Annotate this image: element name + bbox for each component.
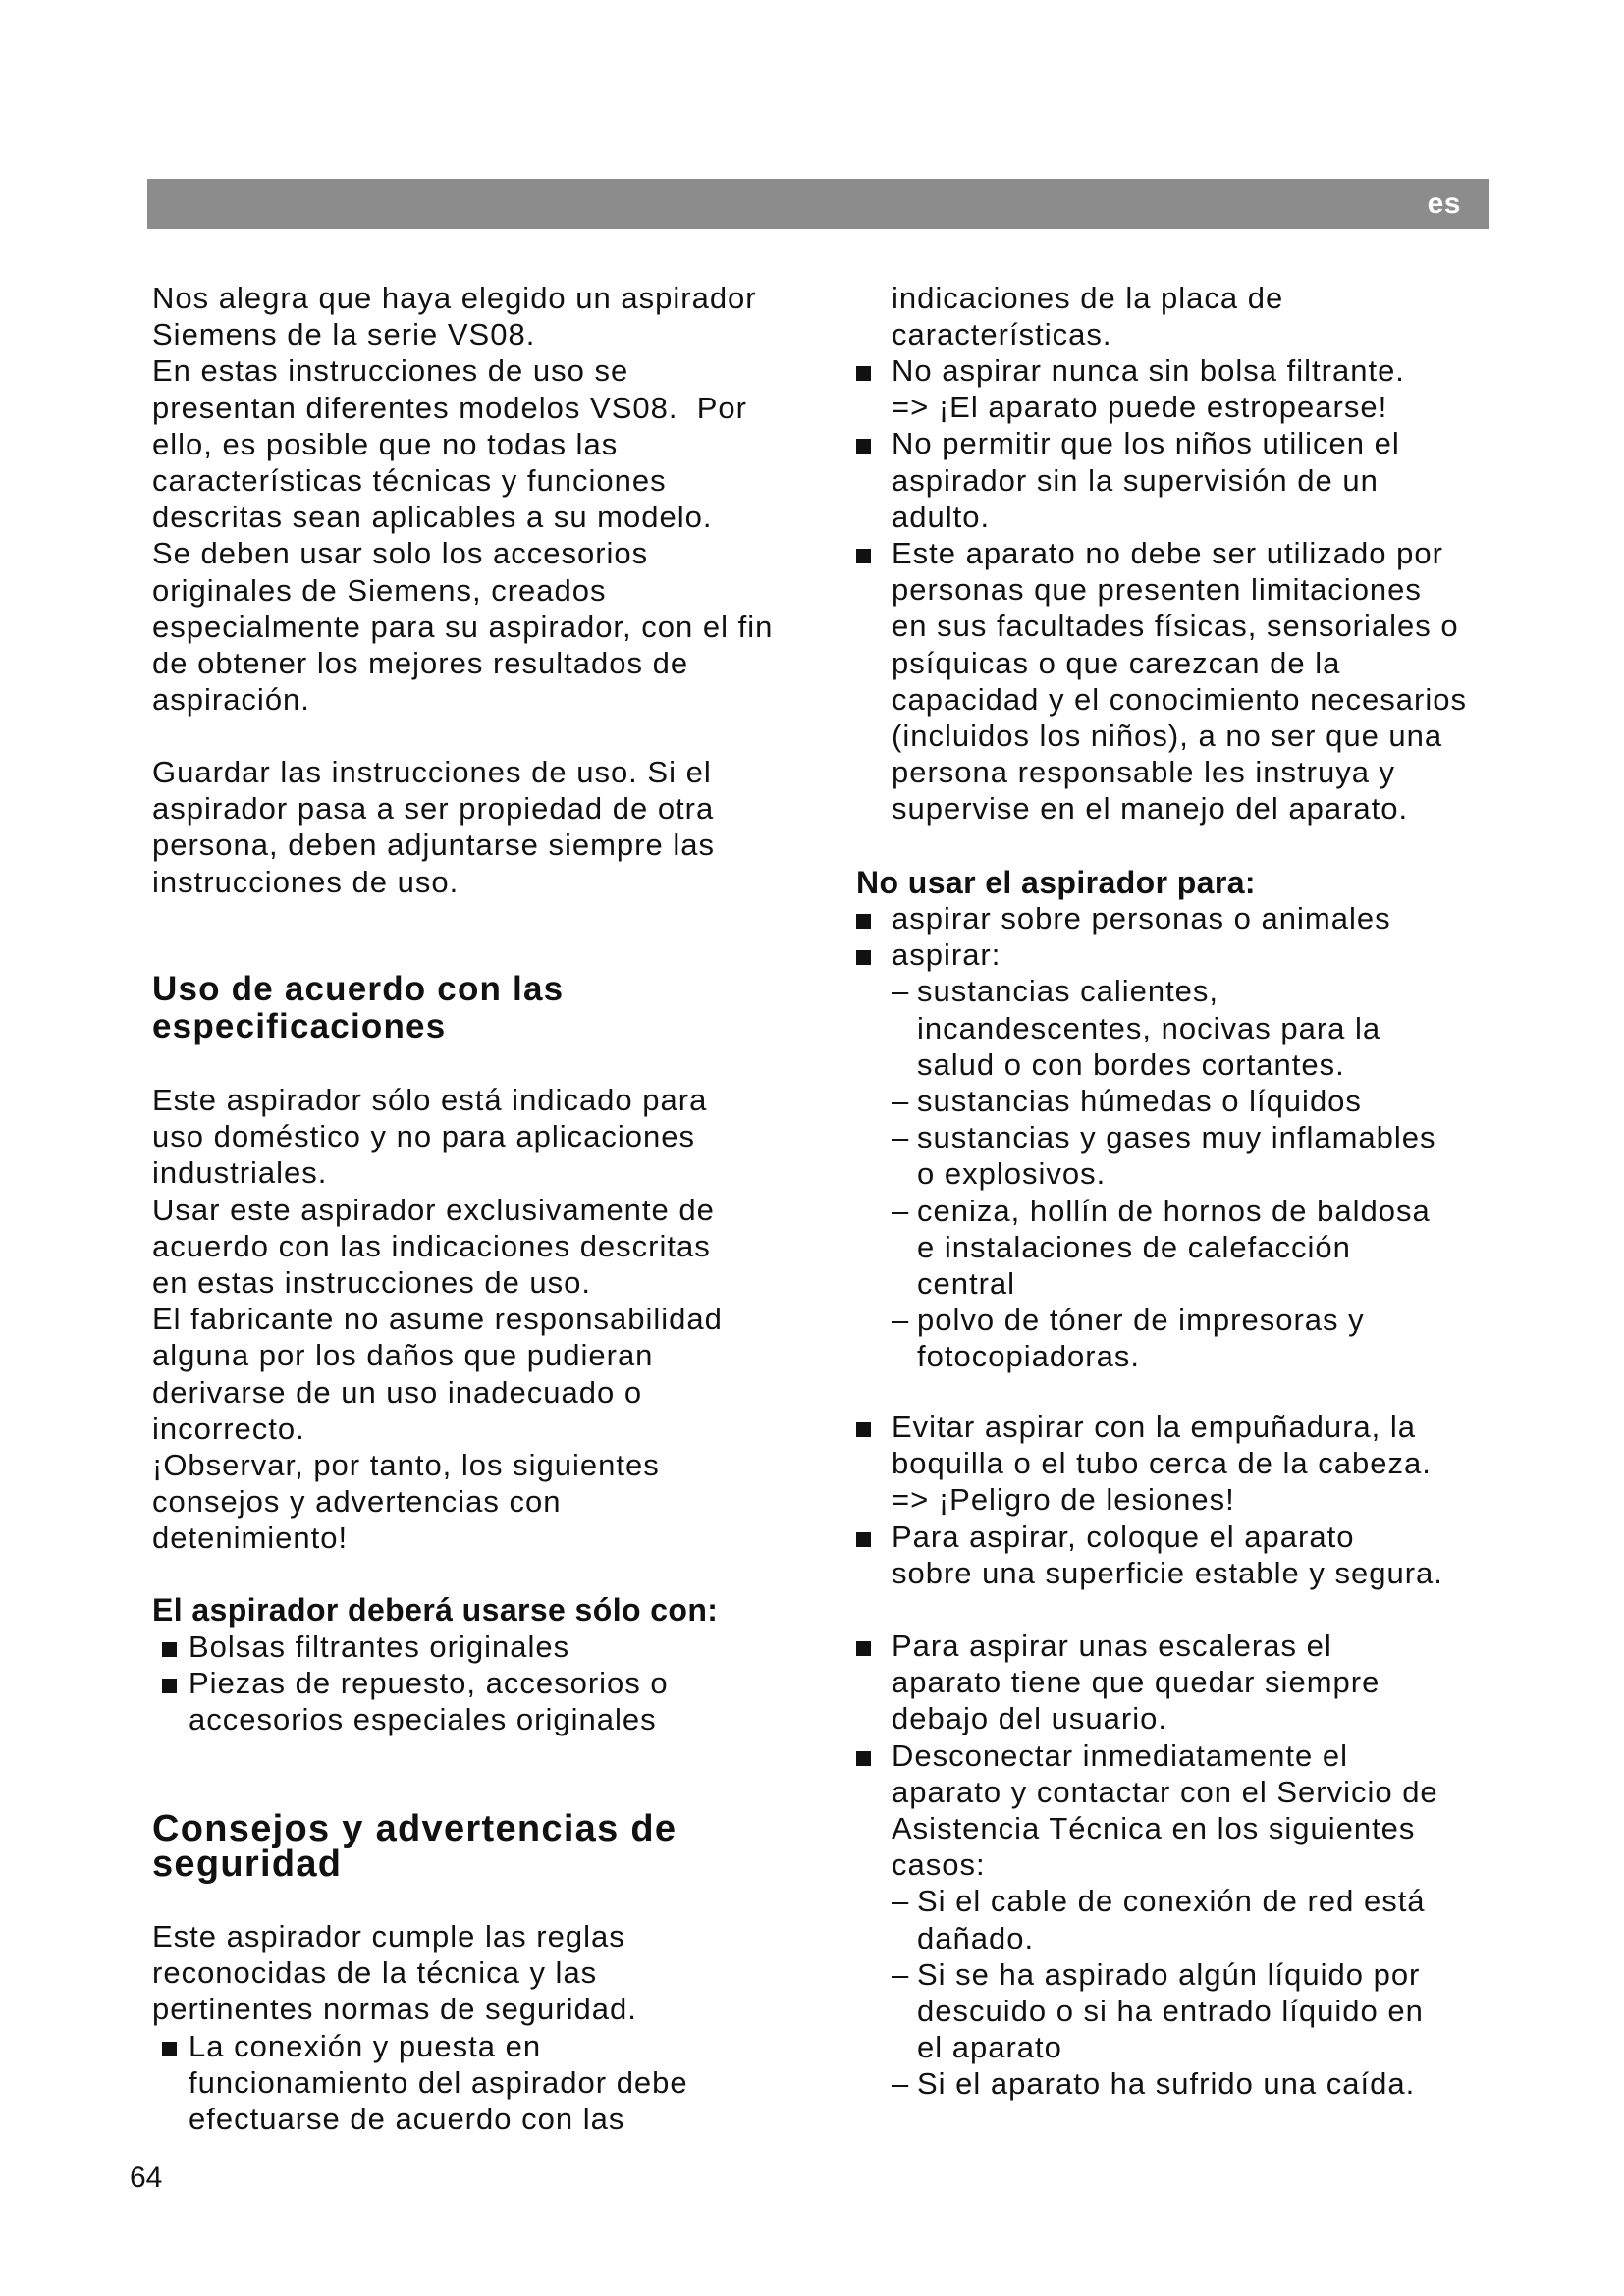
dash-list-item-text: – sustancias calientes, incandescentes, nocivas para la salud o con bordes cortantes. bbox=[917, 974, 1381, 1082]
bullet-square-icon bbox=[856, 439, 871, 454]
dash-list-item bbox=[892, 1193, 1436, 1303]
list-item-text: Este aparato no debe ser utilizado por personas que presenten limitaciones en sus facultades físicas, sensoriales o psíquicas o que carezcan de la capacidad y el conocimiento necesarios (incluidos los niños), a no ser que una persona responsable les instruya y supervise en el manejo del aparato. bbox=[892, 536, 1467, 827]
bullet-square-icon bbox=[162, 1679, 177, 1693]
dash-list-item bbox=[892, 2065, 1438, 2102]
bullet-square-icon bbox=[856, 914, 871, 929]
not-for-heading: No usar el aspirador para: bbox=[856, 865, 1256, 900]
dash-list-item bbox=[892, 1119, 1436, 1192]
dash-list-item bbox=[892, 973, 1436, 1083]
list-item bbox=[856, 1409, 1443, 1519]
list-item-text: Piezas de repuesto, accesorios o accesorios especiales originales bbox=[189, 1666, 669, 1737]
continuation-text: indicaciones de la placa de características. bbox=[892, 281, 1284, 352]
list-item-text: Evitar aspirar con la empuñadura, la boquilla o el tubo cerca de la cabeza. => ¡Peligro de lesiones! bbox=[892, 1410, 1432, 1518]
use-only-with-list bbox=[152, 1629, 669, 1738]
section-title-safety: Consejos y advertencias de seguridad bbox=[152, 1808, 677, 1885]
list-item bbox=[856, 900, 1436, 936]
header-bar bbox=[147, 179, 1489, 229]
dash-list-item-text: – sustancias y gases muy inflamables o explosivos. bbox=[917, 1120, 1436, 1192]
safety-paragraph: Este aspirador cumple las reglas reconocidas de la técnica y las pertinentes normas de seguridad. bbox=[152, 1919, 637, 2027]
list-item-text: aspirar sobre personas o animales bbox=[892, 901, 1391, 935]
bullet-square-icon bbox=[856, 1641, 871, 1656]
list-item-text: aspirar: bbox=[892, 937, 1001, 973]
dash-list-item-text: – ceniza, hollín de hornos de baldosa e instalaciones de calefacción central bbox=[917, 1193, 1431, 1302]
dash-list-item bbox=[892, 1956, 1438, 2066]
list-item-text: Bolsas filtrantes originales bbox=[189, 1629, 570, 1664]
keep-instructions-paragraph: Guardar las instrucciones de uso. Si el aspirador pasa a ser propiedad de otra persona, deben adjuntarse siempre las instrucciones de uso. bbox=[152, 755, 715, 899]
intro-paragraph: Nos alegra que haya elegido un aspirador Siemens de la serie VS08. En estas instrucciones de uso se presentan diferentes modelos VS08. Por ello, es posible que no todas las características técnicas y funciones descritas sean aplicables a su modelo. Se deben usar solo los accesorios originales de Siemens, creados especialmente para su aspirador, con el fin de obtener los mejores resultados de aspiración. bbox=[152, 281, 774, 718]
dash-list-item bbox=[892, 1302, 1436, 1374]
dash-list-item bbox=[892, 1083, 1436, 1119]
list-item bbox=[152, 2028, 688, 2138]
page-number: 64 bbox=[130, 2162, 163, 2194]
bullet-square-icon bbox=[856, 549, 871, 563]
bullet-square-icon bbox=[856, 366, 871, 381]
list-item-text: No aspirar nunca sin bolsa filtrante. => ¡El aparato puede estropearse! bbox=[892, 353, 1405, 425]
list-item bbox=[856, 1519, 1443, 1591]
section-title-intended-use: Uso de acuerdo con las especificaciones bbox=[152, 970, 565, 1045]
dash-list-item-text: – Si se ha aspirado algún líquido por descuido o si ha entrado líquido en el aparato bbox=[917, 1956, 1424, 2065]
list-item bbox=[856, 425, 1467, 535]
intended-use-paragraph: Este aspirador sólo está indicado para uso doméstico y no para aplicaciones industriales. Usar este aspirador exclusivamente de acuerdo con las indicaciones descritas en estas instrucciones de uso. El fabricante no asume responsabilidad alguna por los daños que pudieran derivarse de un uso inadecuado o incorrecto. ¡Observar, por tanto, los siguientes consejos y advertencias con detenimiento! bbox=[152, 1083, 723, 1556]
list-item-text: Para aspirar, coloque el aparato sobre una superficie estable y segura. bbox=[892, 1519, 1443, 1590]
bullet-square-icon bbox=[856, 1751, 871, 1766]
list-item-text: Para aspirar unas escaleras el aparato tiene que quedar siempre debajo del usuario. bbox=[892, 1629, 1380, 1736]
list-item bbox=[856, 352, 1467, 425]
not-for-list bbox=[856, 900, 1436, 1375]
bullet-square-icon bbox=[162, 2042, 177, 2056]
list-item bbox=[152, 1665, 669, 1737]
dash-list-item bbox=[892, 1883, 1438, 1955]
list-item-text: No permitir que los niños utilicen el aspirador sin la supervisión de un adulto. bbox=[892, 426, 1400, 534]
list-item bbox=[856, 535, 1467, 828]
list-item bbox=[856, 1737, 1438, 2103]
use-only-with-heading: El aspirador deberá usarse sólo con: bbox=[152, 1592, 719, 1628]
safety-list bbox=[152, 2028, 688, 2138]
list-item bbox=[856, 936, 1436, 1374]
list-item-text: Desconectar inmediatamente el aparato y contactar con el Servicio de Asistencia Técnica en los siguientes casos: bbox=[892, 1737, 1438, 1883]
disconnect-cases-list bbox=[892, 1883, 1438, 2102]
dash-list-item-text: – Si el aparato ha sufrido una caída. bbox=[917, 2066, 1416, 2102]
language-code: es bbox=[1427, 187, 1461, 220]
list-item bbox=[152, 1629, 669, 1665]
list-item-text: La conexión y puesta en funcionamiento del aspirador debe efectuarse de acuerdo con las bbox=[189, 2029, 688, 2137]
safety-warnings-list-top bbox=[856, 352, 1467, 828]
safety-warnings-list-bottom bbox=[856, 1628, 1438, 2103]
bullet-square-icon bbox=[856, 1422, 871, 1437]
dash-list-item-text: – sustancias húmedas o líquidos bbox=[917, 1084, 1362, 1119]
bullet-square-icon bbox=[162, 1642, 177, 1657]
list-item bbox=[856, 1628, 1438, 1737]
dash-list-item-text: – polvo de tóner de impresoras y fotocopiadoras. bbox=[917, 1303, 1365, 1374]
safety-warnings-list-middle bbox=[856, 1409, 1443, 1591]
bullet-square-icon bbox=[856, 950, 871, 965]
substances-list bbox=[892, 973, 1436, 1374]
dash-list-item-text: – Si el cable de conexión de red está dañado. bbox=[917, 1884, 1426, 1955]
bullet-square-icon bbox=[856, 1532, 871, 1547]
